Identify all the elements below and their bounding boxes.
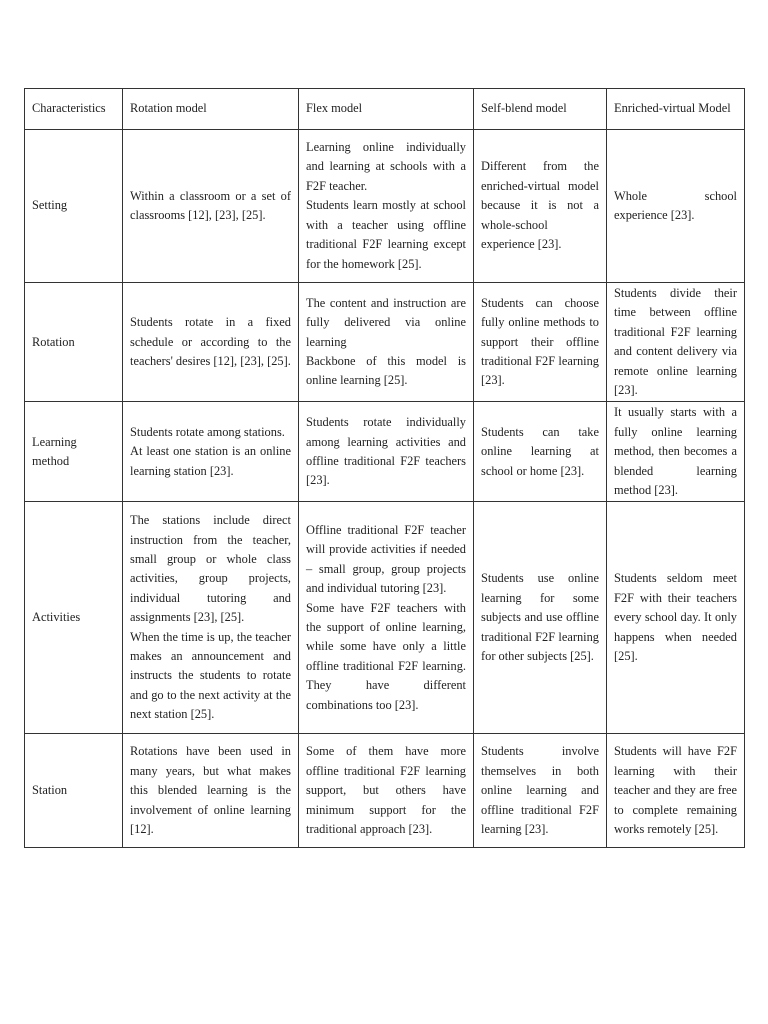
table-cell (474, 130, 607, 283)
cell-text: Rotations have been used in many years, but what makes this blended learning is the involvement of online learning [12]. (130, 744, 291, 837)
cell-text: Students rotate in a fixed schedule or according to the teachers' desires [12], [23], [25]. (130, 315, 291, 368)
table-cell (474, 283, 607, 402)
cell-text: Students can take online learning at school or home [23]. (481, 424, 599, 478)
row-label: Activities (25, 502, 123, 734)
cell-text: Some of them have more offline traditional F2F learning support, but others have minimum support for the traditional approach [23]. (306, 744, 466, 837)
header-flex-model: Flex model (299, 89, 474, 130)
cell-text: Backbone of this model is online learning [25]. (306, 353, 466, 388)
cell-text: Students learn mostly at school with a teacher using offline traditional F2F learning except for the homework [25]. (306, 198, 466, 271)
table-row (25, 502, 745, 734)
cell-text: Students can choose fully online methods to support their offline traditional F2F learning [23]. (481, 295, 599, 388)
table-row (25, 283, 745, 402)
cell-text: The content and instruction are fully delivered via online learning (306, 295, 466, 349)
table-cell (607, 130, 745, 283)
header-enriched-virtual-model: Enriched-virtual Model (607, 89, 745, 130)
table-row (25, 402, 745, 502)
cropped-caption-fragment (24, 76, 744, 88)
table-cell (299, 402, 474, 502)
cell-text: Whole school experience [23]. (614, 188, 737, 222)
table-cell (299, 283, 474, 402)
cell-text: When the time is up, the teacher makes an announcement and instructs the students to rotate and go to the next activity at the next station [25]. (130, 629, 291, 722)
cell-text: Different from the enriched-virtual model because it is not a whole-school experience [23]. (481, 159, 599, 252)
table-cell (299, 130, 474, 283)
table-cell (299, 502, 474, 734)
row-label: Learning method (25, 402, 123, 502)
cell-text: Students divide their time between offline traditional F2F learning and content delivery via remote online learning [23]. (614, 286, 737, 398)
table-cell (299, 734, 474, 848)
table-cell (607, 283, 745, 402)
cell-text: It usually starts with a fully online learning method, then becomes a blended learning method [23]. (614, 405, 737, 498)
cell-text: The stations include direct instruction from the teacher, small group or whole class activities, group projects, individual tutoring and assignments [23], [25]. (130, 513, 291, 625)
row-label: Rotation (25, 283, 123, 402)
table-cell (123, 402, 299, 502)
cell-text: Students rotate among stations. (130, 424, 285, 439)
table-cell (474, 402, 607, 502)
header-characteristics: Characteristics (25, 89, 123, 130)
header-self-blend-model: Self-blend model (474, 89, 607, 130)
table-row (25, 734, 745, 848)
table-cell (474, 734, 607, 848)
table-cell (123, 283, 299, 402)
table-row (25, 130, 745, 283)
cell-text: Students use online learning for some subjects and use offline traditional F2F learning for other subjects [25]. (481, 571, 599, 664)
header-rotation-model: Rotation model (123, 89, 299, 130)
cell-text: At least one station is an online learning station [23]. (130, 444, 291, 478)
cell-text: Students rotate individually among learning activities and offline traditional F2F teachers [23]. (306, 415, 466, 488)
cell-text: Offline traditional F2F teacher will provide activities if needed – small group, group projects and individual tutoring [23]. (306, 522, 466, 596)
table-cell (607, 502, 745, 734)
row-label: Station (25, 734, 123, 848)
table-cell (607, 402, 745, 502)
row-label: Setting (25, 130, 123, 283)
table-cell (123, 502, 299, 734)
cell-text: Learning online individually and learning at schools with a F2F teacher. (306, 140, 466, 193)
table-cell (123, 130, 299, 283)
blended-learning-models-table (24, 88, 745, 848)
table-cell (123, 734, 299, 848)
cell-text: Some have F2F teachers with the support of online learning, while some have only a little offline traditional F2F learning. They have different combinations too [23]. (306, 600, 466, 712)
table-cell (474, 502, 607, 734)
cell-text: Students involve themselves in both online learning and offline traditional F2F learning [23]. (481, 744, 599, 837)
header-row (25, 89, 745, 130)
cell-text: Students will have F2F learning with their teacher and they are free to complete remaining works remotely [25]. (614, 744, 737, 837)
cell-text: Within a classroom or a set of classrooms [12], [23], [25]. (130, 188, 291, 222)
table-cell (607, 734, 745, 848)
cell-text: Students seldom meet F2F with their teachers every school day. It only happens when needed [25]. (614, 571, 737, 664)
